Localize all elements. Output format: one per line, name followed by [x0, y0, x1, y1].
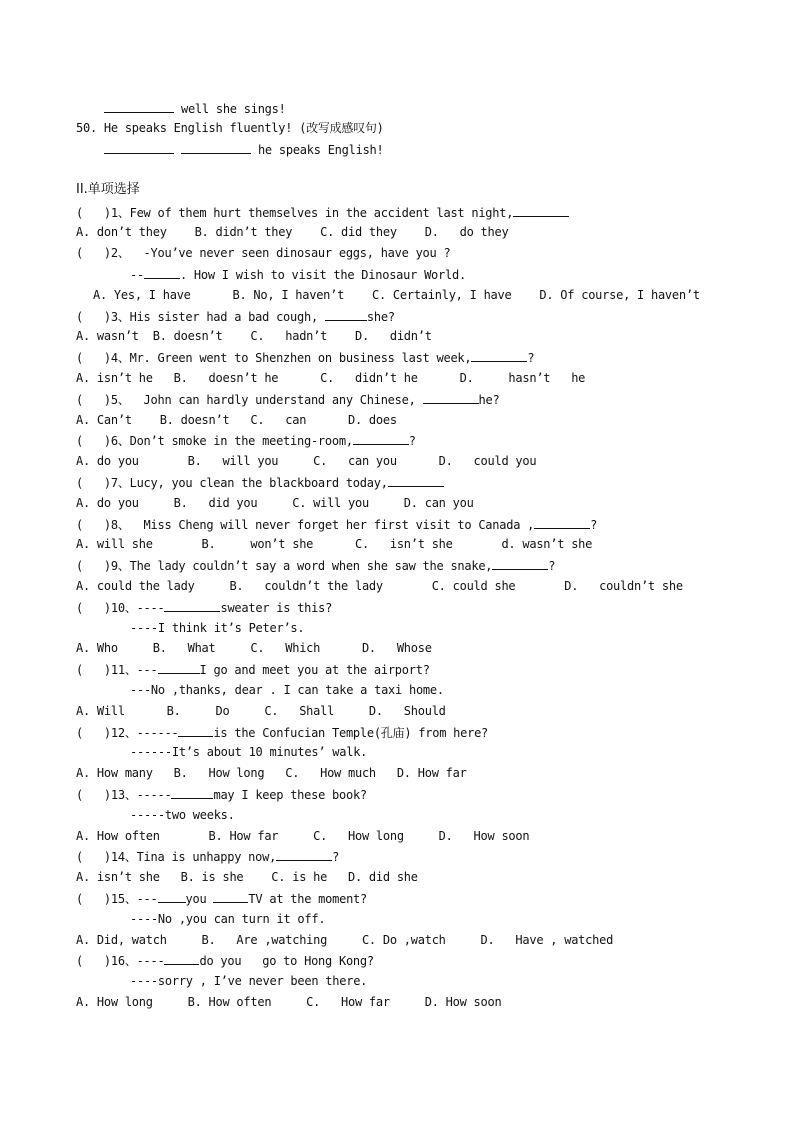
question-5: ( )5、 John can hardly understand any Chinese, he?	[76, 393, 500, 407]
question-9: ( )9、The lady couldn’t say a word when she saw the snake, ?	[76, 559, 556, 573]
options-12: A. How many B. How long C. How much D. How far	[76, 766, 467, 780]
question-15-line2: ----No ,you can turn it off.	[130, 912, 326, 926]
question-12-line2: ------It’s about 10 minutes’ walk.	[130, 745, 368, 759]
question-2: ( )2、 -You’ve never seen dinosaur eggs, have you ?	[76, 246, 451, 260]
question-10: ( )10、---- sweater is this?	[76, 601, 333, 615]
answer-blank[interactable]	[158, 891, 186, 903]
question-1: ( )1、Few of them hurt themselves in the accident last night,	[76, 205, 569, 220]
question-10-line2: ----I think it’s Peter’s.	[130, 621, 305, 635]
question-13: ( )13、----- may I keep these book?	[76, 788, 367, 802]
answer-blank[interactable]	[276, 849, 332, 861]
options-5: A. Can’t B. doesn’t C. can D. does	[76, 413, 397, 427]
options-2: A. Yes, I have B. No, I haven’t C. Certainly, I have D. Of course, I haven’t	[93, 288, 700, 302]
question-4: ( )4、Mr. Green went to Shenzhen on business last week, ?	[76, 351, 535, 365]
options-9: A. could the lady B. couldn’t the lady C. could she D. couldn’t she	[76, 579, 683, 593]
answer-blank[interactable]	[513, 205, 569, 217]
options-13: A. How often B. How far C. How long D. How soon	[76, 829, 530, 843]
question-2-line2: -- . How I wish to visit the Dinosaur World.	[130, 268, 466, 282]
question-16: ( )16、---- do you go to Hong Kong?	[76, 954, 374, 968]
answer-blank[interactable]	[213, 891, 248, 903]
question-7: ( )7、Lucy, you clean the blackboard today,	[76, 475, 444, 490]
options-15: A. Did, watch B. Are ,watching C. Do ,watch D. Have , watched	[76, 933, 614, 947]
q49-text: well she sings!	[174, 102, 286, 116]
answer-blank[interactable]	[181, 142, 251, 154]
question-8: ( )8、 Miss Cheng will never forget her first visit to Canada , ?	[76, 518, 598, 532]
answer-blank[interactable]	[158, 662, 200, 674]
options-10: A. Who B. What C. Which D. Whose	[76, 641, 432, 655]
question-16-line2: ----sorry , I’ve never been there.	[130, 974, 368, 988]
answer-blank[interactable]	[492, 558, 548, 570]
section-title: II.单项选择	[76, 182, 140, 197]
question-13-line2: -----two weeks.	[130, 808, 235, 822]
answer-blank[interactable]	[388, 475, 444, 487]
answer-blank[interactable]	[353, 433, 409, 445]
question-3: ( )3、His sister had a bad cough, she?	[76, 310, 395, 324]
answer-blank[interactable]	[104, 101, 174, 113]
q50-tail: he speaks English!	[250, 143, 384, 157]
options-6: A. do you B. will you C. can you D. could you	[76, 454, 537, 468]
options-3: A. wasn’t B. doesn’t C. hadn’t D. didn’t	[76, 329, 432, 343]
answer-blank[interactable]	[471, 350, 527, 362]
answer-blank[interactable]	[164, 600, 220, 612]
question-12: ( )12、------ is the Confucian Temple(孔庙) from here?	[76, 726, 489, 740]
options-1: A. don’t they B. didn’t they C. did they D. do they	[76, 225, 509, 239]
question-14: ( )14、Tina is unhappy now, ?	[76, 850, 340, 864]
options-7: A. do you B. did you C. will you D. can you	[76, 496, 474, 510]
answer-blank[interactable]	[423, 392, 479, 404]
answer-blank[interactable]	[164, 953, 199, 965]
options-4: A. isn’t he B. doesn’t he C. didn’t he D. hasn’t he	[76, 371, 586, 385]
q49-tail-line	[104, 101, 286, 116]
answer-blank[interactable]	[325, 309, 367, 321]
answer-blank[interactable]	[178, 725, 213, 737]
question-11-line2: ---No ,thanks, dear . I can take a taxi home.	[130, 683, 444, 697]
answer-blank[interactable]	[104, 142, 174, 154]
q50-answer-line	[104, 142, 384, 157]
question-11: ( )11、--- I go and meet you at the airport?	[76, 663, 430, 677]
options-11: A. Will B. Do C. Shall D. Should	[76, 704, 446, 718]
options-14: A. isn’t she B. is she C. is he D. did she	[76, 870, 418, 884]
question-15: ( )15、--- you TV at the moment?	[76, 892, 367, 906]
question-6: ( )6、Don’t smoke in the meeting-room, ?	[76, 434, 416, 448]
answer-blank[interactable]	[144, 267, 180, 279]
answer-blank[interactable]	[534, 517, 590, 529]
options-16: A. How long B. How often C. How far D. How soon	[76, 995, 502, 1009]
q50-text: 50. He speaks English fluently! (改写成感叹句)	[76, 121, 384, 135]
options-8: A. will she B. won’t she C. isn’t she d. wasn’t she	[76, 537, 593, 551]
answer-blank[interactable]	[171, 787, 213, 799]
